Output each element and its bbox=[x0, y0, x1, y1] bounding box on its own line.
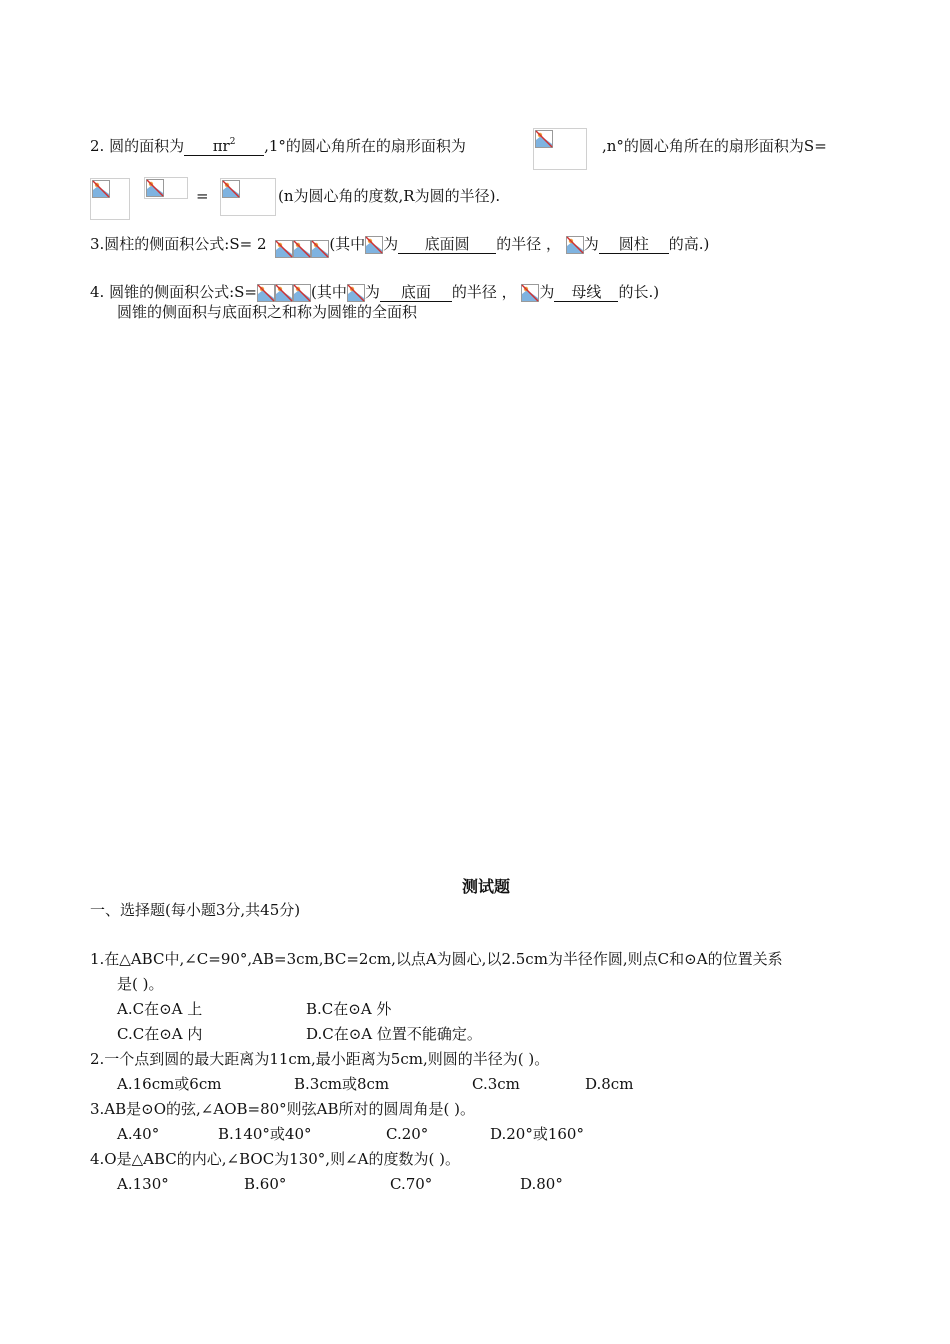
option-2d: D.8cm bbox=[585, 1075, 634, 1093]
answer-blank-base: 底面 bbox=[380, 284, 452, 302]
line-2 bbox=[90, 136, 466, 156]
broken-image-icon bbox=[275, 284, 293, 302]
question-2: 2.一个点到圆的最大距离为11cm,最小距离为5cm,则圆的半径为( )。 bbox=[90, 1050, 550, 1068]
text: ,1°的圆心角所在的扇形面积为 bbox=[264, 137, 466, 155]
question-3: 3.AB是⊙O的弦,∠AOB=80°则弦AB所对的圆周角是( )。 bbox=[90, 1100, 476, 1118]
text: ,n°的圆心角所在的扇形面积为S= bbox=[602, 137, 827, 155]
broken-image-icon bbox=[275, 240, 293, 258]
option-1a: A.C在⊙A 上 bbox=[117, 1000, 203, 1018]
option-3a: A.40° bbox=[117, 1125, 160, 1143]
answer-blank-circle-area: $\pi r^2$ bbox=[184, 138, 264, 156]
text: (n为圆心角的度数,R为圆的半径). bbox=[278, 187, 501, 205]
option-4d: D.80° bbox=[520, 1175, 563, 1193]
line-2-cont bbox=[602, 136, 827, 156]
question-4: 4.O是△ABC的内心,∠BOC为130°,则∠A的度数为( )。 bbox=[90, 1150, 460, 1168]
text: 2. 圆的面积为 bbox=[90, 137, 185, 155]
option-1b: B.C在⊙A 外 bbox=[306, 1000, 392, 1018]
broken-image-icon bbox=[347, 284, 365, 302]
option-2a: A.16cm或6cm bbox=[117, 1075, 222, 1093]
broken-image-icon bbox=[521, 284, 539, 302]
option-2b: B.3cm或8cm bbox=[294, 1075, 390, 1093]
line-2-end bbox=[278, 186, 500, 206]
option-3d: D.20°或160° bbox=[490, 1125, 584, 1143]
formula-image-frame bbox=[144, 177, 188, 199]
broken-image-icon bbox=[146, 179, 164, 197]
test-title: 测试题 bbox=[462, 877, 511, 896]
formula-image-frame bbox=[220, 178, 276, 216]
broken-image-icon bbox=[566, 236, 584, 254]
section-heading: 一、选择题(每小题3分,共45分) bbox=[90, 901, 301, 919]
formula-image-frame bbox=[90, 178, 130, 220]
option-3c: C.20° bbox=[386, 1125, 429, 1143]
question-1-cont: 是( )。 bbox=[117, 975, 164, 993]
option-3b: B.140°或40° bbox=[218, 1125, 312, 1143]
broken-image-icon bbox=[293, 240, 311, 258]
broken-image-icon bbox=[92, 180, 110, 198]
broken-image-icon bbox=[535, 130, 553, 148]
line-4-note: 圆锥的侧面积与底面积之和称为圆锥的全面积 bbox=[117, 303, 418, 321]
answer-blank-cylinder: 圆柱 bbox=[599, 236, 669, 254]
line-4: 4. 圆锥的侧面积公式:S= (其中 为 底面 的半径 ， 为 母线 的长.) bbox=[90, 283, 660, 301]
answer-blank-base-circle: 底面圆 bbox=[398, 236, 496, 254]
broken-image-icon bbox=[257, 284, 275, 302]
formula-image-frame bbox=[533, 128, 587, 170]
option-1c: C.C在⊙A 内 bbox=[117, 1025, 203, 1043]
option-4a: A.130° bbox=[117, 1175, 169, 1193]
broken-image-icon bbox=[311, 240, 329, 258]
option-2c: C.3cm bbox=[472, 1075, 520, 1093]
option-1d: D.C在⊙A 位置不能确定。 bbox=[306, 1025, 482, 1043]
question-1: 1.在△ABC中,∠C=90°,AB=3cm,BC=2cm,以点A为圆心,以2.5cm为半径作圆,则点C和⊙A的位置关系 bbox=[90, 950, 783, 968]
broken-image-icon bbox=[365, 236, 383, 254]
broken-image-icon bbox=[222, 180, 240, 198]
broken-image-icon bbox=[293, 284, 311, 302]
option-4c: C.70° bbox=[390, 1175, 433, 1193]
answer-blank-generatrix: 母线 bbox=[554, 284, 618, 302]
equals-sign: = bbox=[196, 187, 209, 205]
line-3: 3.圆柱的侧面积公式:S= 2 (其中 为 底面圆 的半径 ， 为 圆柱 的高.) bbox=[90, 232, 709, 258]
option-4b: B.60° bbox=[244, 1175, 287, 1193]
